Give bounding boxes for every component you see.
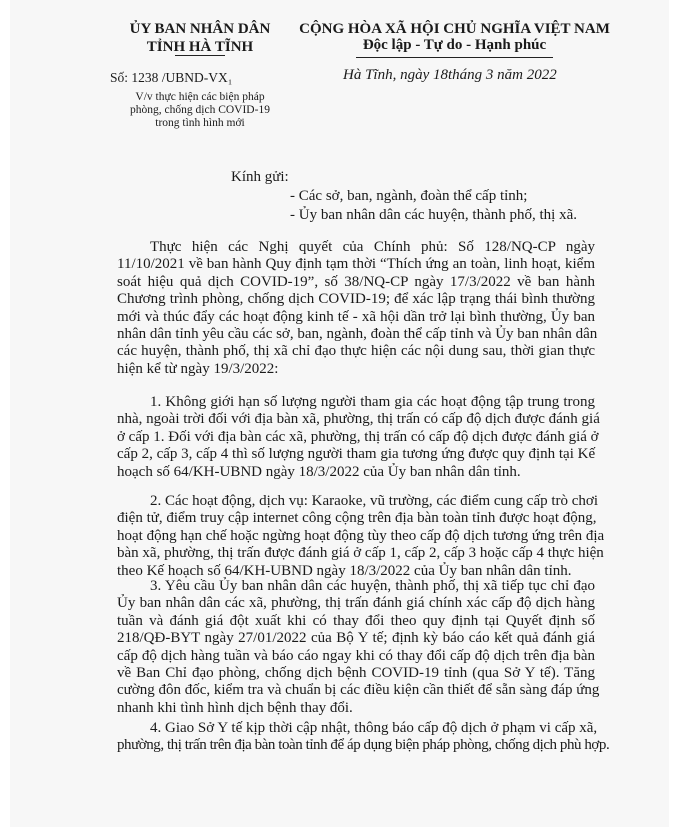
paragraph-line: bàn xã, phường, thị trấn được đánh giá ở cấp 1, cấp 2, cấp 3 hoặc cấp 4 thực hiện xyxy=(117,545,604,562)
subject-line: V/v thực hiện các biện pháp xyxy=(135,91,265,103)
paragraph-line: mới và thúc đẩy các hoạt động kinh tế - xã hội dần trở lại bình thường, Ủy ban xyxy=(117,308,595,325)
right-margin-strip xyxy=(669,0,679,827)
recipient-line: - Các sở, ban, ngành, đoàn thể cấp tỉnh; xyxy=(290,188,528,204)
paragraph-line: cường đôn đốc, kiểm tra và chuẩn bị các điều kiện cần thiết để sẵn sàng đáp ứng xyxy=(117,682,600,699)
motto-underline xyxy=(356,57,553,58)
item-4-paragraph xyxy=(117,720,610,755)
paragraph-line: các huyện, thành phố, thị xã chỉ đạo thực hiện các nội dung sau, thời gian thực xyxy=(117,343,595,360)
paragraph-line: tuần và đánh giá đột xuất khi có thay đổi theo quy định tại Quyết định số xyxy=(117,612,595,629)
paragraph-line: nhân dân tỉnh yêu cầu các sở, ban, ngành, đoàn thể cấp tỉnh và Ủy ban nhân dân xyxy=(117,326,598,343)
item-1-paragraph xyxy=(117,394,600,481)
intro-paragraph xyxy=(117,239,598,378)
paragraph-line: về Ban Chỉ đạo phòng, chống dịch bệnh COVID-19 tỉnh (qua Sở Y tế). Tăng xyxy=(117,665,595,682)
left-margin-strip xyxy=(0,0,10,827)
paragraph-line: 218/QĐ-BYT ngày 27/01/2022 của Bộ Y tế; định kỳ báo cáo kết quả đánh giá xyxy=(117,630,595,647)
issuing-organization xyxy=(100,20,300,56)
national-title: CỘNG HÒA XÃ HỘI CHỦ NGHĨA VIỆT NAM xyxy=(299,21,610,37)
salutation: Kính gửi: xyxy=(231,169,289,185)
org-underline xyxy=(175,55,225,56)
paragraph-line: hoạt động hạn chế hoặc ngừng hoạt động tùy theo cấp độ dịch tương ứng trên địa xyxy=(117,527,605,544)
recipient-line: - Ủy ban nhân dân các huyện, thành phố, thị xã. xyxy=(290,207,577,223)
document-number: Số: 1238 /UBND-VX₁ xyxy=(110,70,233,85)
paragraph-line: 11/10/2021 về ban hành Quy định tạm thời “Thích ứng an toàn, linh hoạt, kiểm xyxy=(117,256,595,273)
paragraph-line: phường, thị trấn trên địa bàn toàn tỉnh để áp dụng biện pháp phòng, chống dịch phù hợp. xyxy=(117,737,610,754)
paragraph-line: theo Kế hoạch số 64/KH-UBND ngày 18/3/2022 của Ủy ban nhân dân tỉnh. xyxy=(117,562,572,579)
org-name-line2: TỈNH HÀ TĨNH xyxy=(146,39,254,55)
national-motto: Độc lập - Tự do - Hạnh phúc xyxy=(362,37,547,53)
place-and-date: Hà Tĩnh, ngày 18tháng 3 năm 2022 xyxy=(343,67,557,83)
paragraph-line: soát hiệu quả dịch COVID-19”, số 38/NQ-CP ngày 17/3/2022 về ban hành xyxy=(117,273,595,290)
org-name-line1: ỦY BAN NHÂN DÂN xyxy=(129,21,271,37)
paragraph-line: nhà, ngoài trời đối với địa bàn xã, phường, thị trấn có cấp độ dịch được đánh giá xyxy=(117,411,600,428)
paragraph-line: 1. Không giới hạn số lượng người tham gia các hoạt động tập trung trong xyxy=(150,394,595,410)
paragraph-line: Ủy ban nhân dân các xã, phường, thị trấn đánh giá chính xác cấp độ dịch hàng xyxy=(117,595,595,612)
item-2-paragraph xyxy=(117,493,605,580)
paragraph-line: Chương trình phòng, chống dịch COVID-19; để xác lập trạng thái bình thường xyxy=(117,291,595,308)
paragraph-line: 3. Yêu cầu Ủy ban nhân dân các huyện, thành phố, thị xã tiếp tục chỉ đạo xyxy=(150,578,595,594)
paragraph-line: hoạch số 64/KH-UBND ngày 18/3/2022 của Ủy ban nhân dân tỉnh. xyxy=(117,463,521,480)
paragraph-line: cấp độ dịch hàng tuần và báo cáo ngay khi có thay đổi cấp độ dịch trên địa bàn xyxy=(117,647,595,664)
paragraph-line: 2. Các hoạt động, dịch vụ: Karaoke, vũ trường, các điểm cung cấp trò chơi xyxy=(150,493,599,509)
subject-line: trong tình hình mới xyxy=(155,117,245,129)
paragraph-line: nhanh khi tình hình dịch bệnh thay đổi. xyxy=(117,699,353,716)
paragraph-line: hiện kể từ ngày 19/3/2022: xyxy=(117,360,279,377)
paragraph-line: ở cấp 1. Đối với địa bàn các xã, phường, thị trấn có cấp độ dịch được đánh giá ở xyxy=(117,428,599,445)
document-subject xyxy=(100,91,300,130)
paragraph-line: cấp 2, cấp 3, cấp 4 thì số lượng người tham gia tương ứng được quy định tại Kế xyxy=(117,446,596,463)
subject-line: phòng, chống dịch COVID-19 xyxy=(130,104,270,116)
paragraph-line: 4. Giao Sở Y tế kịp thời cập nhật, thông báo cấp độ dịch ở phạm vi cấp xã, xyxy=(150,720,598,736)
paragraph-line: điện tử, điểm truy cập internet công cộng trên địa bàn toàn tỉnh được hoạt động, xyxy=(117,510,597,527)
item-3-paragraph xyxy=(117,578,600,717)
paragraph-line: Thực hiện các Nghị quyết của Chính phủ: Số 128/NQ-CP ngày xyxy=(150,239,595,255)
